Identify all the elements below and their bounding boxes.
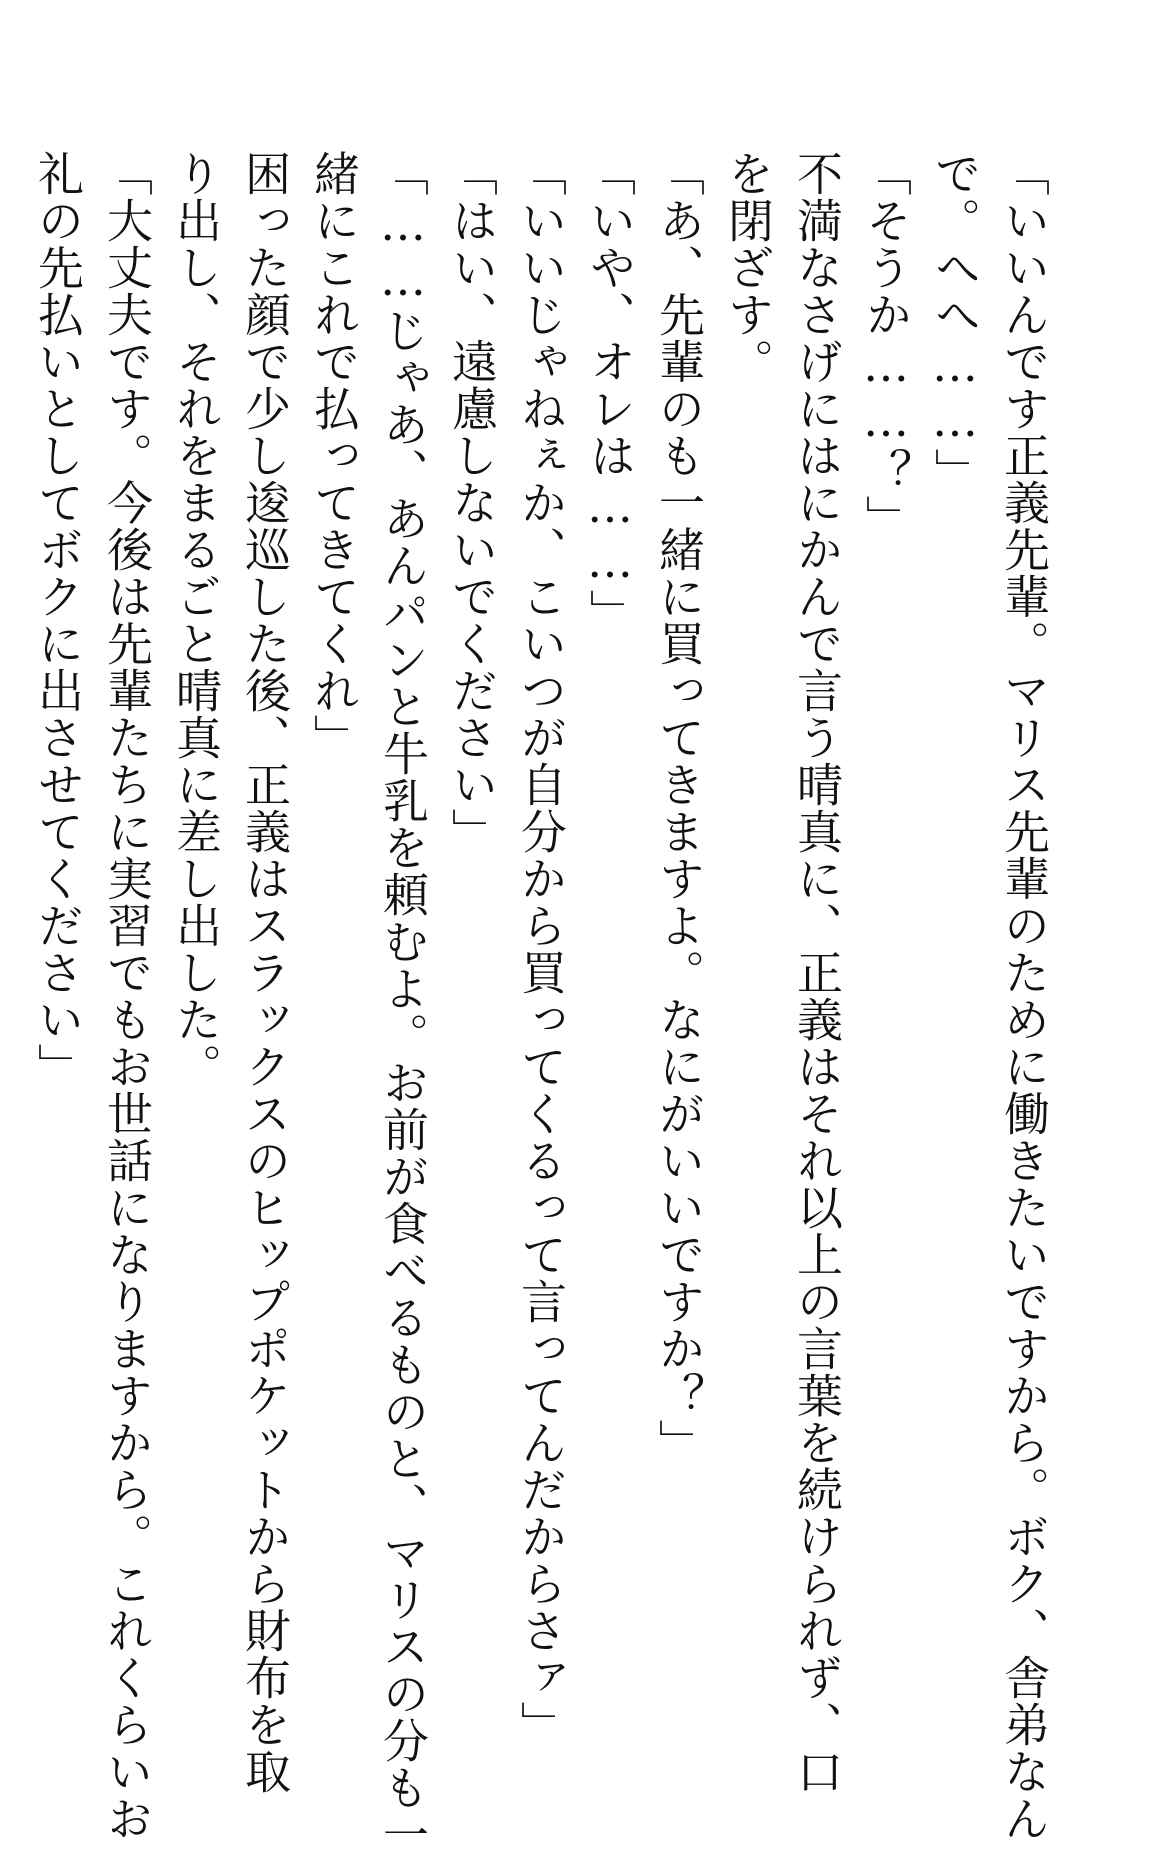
text-line: 「……じゃあ、あんパンと牛乳を頼むよ。お前が食べるものと、マリスの分も一 <box>376 150 430 1858</box>
text-line: で。へへ……」 <box>928 150 982 495</box>
text-line: 礼の先払いとしてボクに出させてください」 <box>31 150 85 1090</box>
text-line: 「いや、オレは……」 <box>583 150 637 636</box>
text-line: 「はい、遠慮しないでください」 <box>445 150 499 855</box>
text-line: 不満なさげにはにかんで言う晴真に、正義はそれ以上の言葉を続けられず、口 <box>790 150 844 1795</box>
text-line: 緒にこれで払ってきてくれ」 <box>307 150 361 761</box>
text-line: り出し、それをまるごと晴真に差し出した。 <box>169 150 223 1090</box>
text-line: 困った顔で少し逡巡した後、正義はスラックスのヒップポケットから財布を取 <box>238 150 292 1795</box>
text-line: 「いいんです正義先輩。マリス先輩のために働きたいですから。ボク、舎弟なん <box>997 150 1051 1842</box>
vertical-text-body <box>23 150 1058 1858</box>
text-line: 「大丈夫です。今後は先輩たちに実習でもお世話になりますから。これくらいお <box>100 150 154 1842</box>
text-line: 「あ、先輩のも一緒に買ってきますよ。なにがいいですか？」 <box>652 150 706 1466</box>
text-line: 「いいじゃねぇか、こいつが自分から買ってくるって言ってんだからさァ」 <box>514 150 568 1748</box>
text-line: 「そうか……？」 <box>859 150 913 542</box>
text-line: を閉ざす。 <box>721 150 775 385</box>
